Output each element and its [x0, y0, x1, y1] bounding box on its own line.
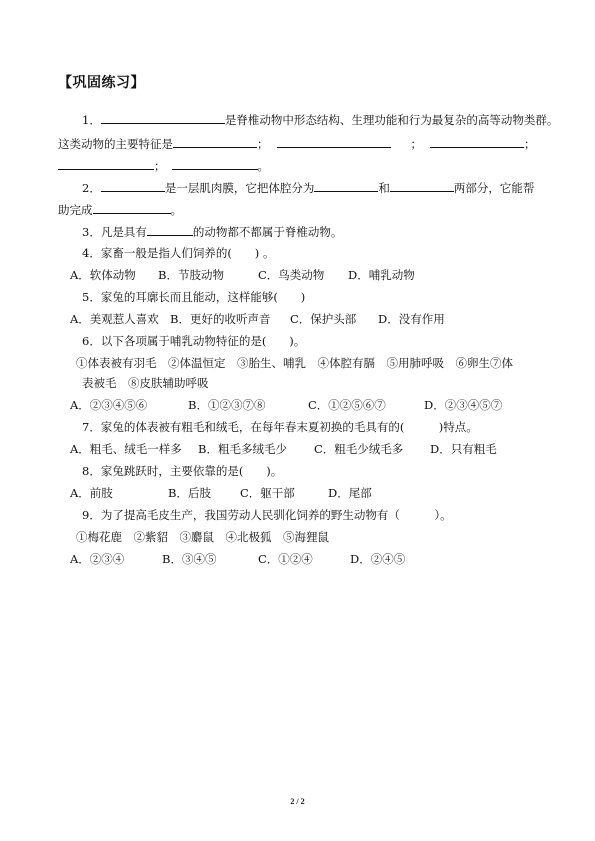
- q5-option-c[interactable]: C．保护头部: [290, 312, 357, 326]
- q3-blank[interactable]: [147, 224, 193, 236]
- q8-option-d[interactable]: D．尾部: [328, 486, 372, 500]
- q1-blank-5[interactable]: [58, 158, 154, 170]
- q7-option-a[interactable]: A．粗毛、绒毛一样多: [70, 442, 182, 456]
- q5-option-b[interactable]: B．更好的收听声音: [170, 312, 271, 326]
- q6-options: [70, 398, 595, 412]
- q8-option-c[interactable]: C．躯干部: [240, 486, 295, 500]
- q4-option-a[interactable]: A．软体动物: [70, 268, 136, 282]
- q1-number: 1．: [82, 113, 101, 127]
- q1-sep: ；: [410, 137, 422, 151]
- q8-option-b[interactable]: B．后肢: [168, 486, 211, 500]
- q1-blank-4[interactable]: [430, 136, 524, 148]
- q6-stem: 6．以下各项属于哺乳动物特征的是( )。: [82, 334, 306, 348]
- q7-option-b[interactable]: B．粗毛多绒毛少: [198, 442, 287, 456]
- q9-options: [70, 552, 595, 566]
- q3-text-b: 的动物都不都属于脊椎动物。: [192, 225, 343, 239]
- q1-blank-6[interactable]: [172, 158, 258, 170]
- q6-option-a[interactable]: A．②③④⑤⑥: [70, 398, 148, 412]
- q2-blank-2[interactable]: [314, 180, 378, 192]
- q4-option-c[interactable]: C．鸟类动物: [258, 268, 325, 282]
- q9-option-d[interactable]: D．②④⑤: [350, 552, 406, 566]
- q3-text-a: 3．凡是具有: [82, 225, 147, 239]
- q5-option-a[interactable]: A．美观惹人喜欢: [70, 312, 159, 326]
- q2-blank-1[interactable]: [101, 180, 165, 192]
- q1-blank-1[interactable]: [101, 112, 225, 124]
- q1-text-a: 是脊椎动物中形态结构、生理功能和行为最复杂的高等动物类群。: [224, 113, 559, 127]
- q2-text-d: 助完成: [58, 203, 93, 217]
- q7-stem: 7．家兔的体表被有粗毛和绒毛，在每年春末夏初换的毛具有的( )特点。: [82, 420, 478, 434]
- q2-number: 2．: [82, 181, 101, 195]
- q1-blank-2[interactable]: [173, 136, 257, 148]
- q5-option-d[interactable]: D．没有作用: [378, 312, 445, 326]
- q6-items-line1: ①体表被有羽毛 ②体温恒定 ③胎生、哺乳 ④体腔有膈 ⑤用肺呼吸 ⑥卵生⑦体: [76, 356, 513, 370]
- q9-option-c[interactable]: C．①②④: [258, 552, 313, 566]
- q1-end: 。: [257, 159, 269, 173]
- q1-sep: ；: [257, 137, 269, 151]
- q2-end: 。: [170, 203, 182, 217]
- q2-blank-4[interactable]: [93, 202, 171, 214]
- q2-text-b: 和: [378, 181, 390, 195]
- q8-option-a[interactable]: A．前肢: [70, 486, 113, 500]
- q4-options: [70, 268, 595, 282]
- q2-blank-3[interactable]: [390, 180, 454, 192]
- section-title: 【巩固练习】: [58, 75, 145, 91]
- q1-sep: ；: [524, 137, 536, 151]
- q3-line: [82, 224, 595, 239]
- q8-stem: 8．家兔跳跃时，主要依靠的是( )。: [82, 464, 283, 478]
- q8-options: [70, 486, 595, 500]
- q2-line1: [82, 180, 595, 195]
- q6-option-d[interactable]: D．②③④⑤⑦: [424, 398, 503, 412]
- q1-line1: [82, 112, 595, 127]
- q7-option-c[interactable]: C．粗毛少绒毛多: [314, 442, 404, 456]
- q9-option-b[interactable]: B．③④⑤: [162, 552, 217, 566]
- page-number: 2 / 2: [290, 797, 305, 806]
- q4-stem: 4．家畜一般是指人们饲养的( ) 。: [82, 246, 275, 260]
- q7-option-d[interactable]: D．只有粗毛: [430, 442, 497, 456]
- q9-items: ①梅花鹿 ②紫貂 ③麝鼠 ④北极狐 ⑤海狸鼠: [76, 530, 329, 544]
- q4-option-b[interactable]: B．节肢动物: [158, 268, 224, 282]
- q1-text-b: 这类动物的主要特征是: [58, 137, 173, 151]
- q2-text-c: 两部分，它能帮: [453, 181, 535, 195]
- q9-option-a[interactable]: A．②③④: [70, 552, 125, 566]
- q5-stem: 5．家兔的耳廓长而且能动，这样能够( ): [82, 290, 306, 304]
- q1-line3: [58, 158, 595, 173]
- q4-option-d[interactable]: D．哺乳动物: [348, 268, 415, 282]
- q1-sep: ；: [154, 159, 166, 173]
- q5-options: [70, 312, 595, 326]
- q2-line2: [58, 202, 595, 217]
- q1-line2: [58, 136, 595, 151]
- q7-options: [70, 442, 595, 456]
- q1-blank-3[interactable]: [277, 136, 391, 148]
- q6-option-c[interactable]: C．①②⑤⑥⑦: [308, 398, 386, 412]
- q9-stem: 9．为了提高毛皮生产，我国劳动人民驯化饲养的野生动物有（ ）。: [82, 508, 452, 522]
- q2-text-a: 是一层肌肉膜，它把体腔分为: [164, 181, 315, 195]
- q6-option-b[interactable]: B．①②③⑦⑧: [188, 398, 266, 412]
- q6-items-line2: 表被毛 ⑧皮肤辅助呼吸: [82, 376, 209, 390]
